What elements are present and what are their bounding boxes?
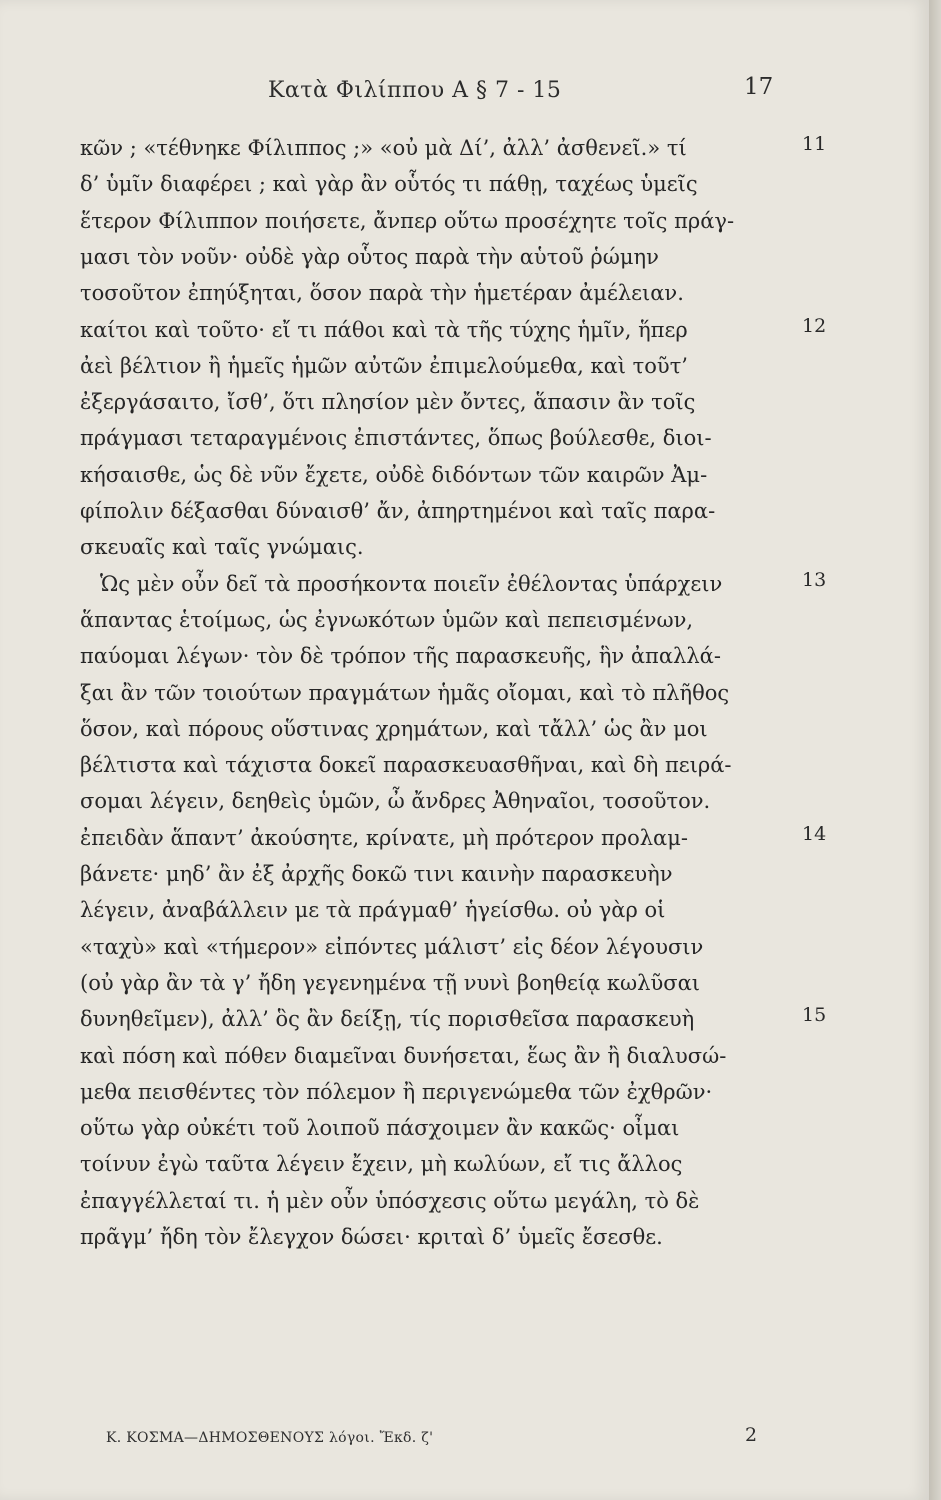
text-line: ἐπαγγέλλεταί τι. ἡ μὲν οὖν ὑπόσχεσις οὕτω μεγάλη, τὸ δὲ xyxy=(80,1188,700,1213)
section-number: 14 xyxy=(802,822,827,845)
text-line: ἕτερον Φίλιππον ποιήσετε, ἄνπερ οὕτω προσέχητε τοῖς πράγ- xyxy=(80,208,735,233)
text-line: βάνετε· μηδ’ ἂν ἐξ ἀρχῆς δοκῶ τινι καινὴν παρασκευὴν xyxy=(80,862,673,886)
text-line: τοίνυν ἐγὼ ταῦτα λέγειν ἔχειν, μὴ κωλύων, εἴ τις ἄλλος xyxy=(80,1152,683,1177)
page-number: 17 xyxy=(744,74,774,100)
text-line: «ταχὺ» καὶ «τήμερον» εἰπόντες μάλιστ’ εἰς δέον λέγουσιν xyxy=(80,934,704,959)
page-edge xyxy=(929,0,941,1500)
text-line: λέγειν, ἀναβάλλειν με τὰ πράγμαθ’ ἡγείσθω. οὐ γὰρ οἱ xyxy=(80,898,666,923)
text-line: σκευαῖς καὶ ταῖς γνώμαις. xyxy=(80,535,364,560)
section-number: 11 xyxy=(802,133,827,155)
section-number: 13 xyxy=(802,568,827,591)
text-line: κήσαισθε, ὡς δὲ νῦν ἔχετε, οὐδὲ διδόντων τῶν καιρῶν Ἀμ- xyxy=(80,462,708,487)
sheet-number: 2 xyxy=(745,1424,758,1446)
text-line: καὶ πόση καὶ πόθεν διαμεῖναι δυνήσεται, ἕως ἂν ἢ διαλυσώ- xyxy=(80,1043,727,1068)
text-line: μεθα πεισθέντες τὸν πόλεμον ἢ περιγενώμεθα τῶν ἐχθρῶν· xyxy=(80,1079,713,1104)
text-line: πρᾶγμ’ ἤδη τὸν ἔλεγχον δώσει· κριταὶ δ’ ὑμεῖς ἔσεσθε. xyxy=(80,1225,663,1249)
text-line: Ὡς μὲν οὖν δεῖ τὰ προσήκοντα ποιεῖν ἐθέλοντας ὑπάρχειν xyxy=(100,571,723,596)
text-line: ξαι ἂν τῶν τοιούτων πραγμάτων ἡμᾶς οἴομαι, καὶ τὸ πλῆθος xyxy=(80,680,730,705)
page-header xyxy=(0,74,929,114)
section-number: 12 xyxy=(802,314,827,337)
text-line: βέλτιστα καὶ τάχιστα δοκεῖ παρασκευασθῆναι, καὶ δὴ πειρά- xyxy=(80,753,732,778)
text-line: πράγμασι τεταραγμένοις ἐπιστάντες, ὅπως βούλεσθε, διοι- xyxy=(80,426,712,451)
text-line: τοσοῦτον ἐπηύξηται, ὅσον παρὰ τὴν ἡμετέραν ἀμέλειαν. xyxy=(80,281,684,306)
text-line: δ’ ὑμῖν διαφέρει ; καὶ γὰρ ἂν οὗτός τι πάθῃ, ταχέως ὑμεῖς xyxy=(80,172,698,197)
text-line: σομαι λέγειν, δεηθεὶς ὑμῶν, ὦ ἄνδρες Ἀθηναῖοι, τοσοῦτον. xyxy=(80,789,711,814)
section-number: 15 xyxy=(802,1004,827,1027)
text-line: ἐξεργάσαιτο, ἴσθ’, ὅτι πλησίον μὲν ὄντες, ἅπασιν ἂν τοῖς xyxy=(80,390,696,415)
text-line: φίπολιν δέξασθαι δύναισθ’ ἄν, ἀπηρτημένοι καὶ ταῖς παρα- xyxy=(80,499,716,523)
text-line: μασι τὸν νοῦν· οὐδὲ γὰρ οὗτος παρὰ τὴν αὑτοῦ ῥώμην xyxy=(80,244,659,269)
text-line: δυνηθεῖμεν), ἀλλ’ ὃς ἂν δείξῃ, τίς πορισθεῖσα παρασκευὴ xyxy=(80,1007,695,1032)
printer-signature: Κ. ΚΟΣΜΑ—ΔΗΜΟΣΘΕΝΟΥΣ λόγοι. Ἔκδ. ζ' xyxy=(106,1430,434,1446)
text-line: ἀεὶ βέλτιον ἢ ἡμεῖς ἡμῶν αὐτῶν ἐπιμελούμεθα, καὶ τοῦτ’ xyxy=(80,353,688,378)
text-line: ἅπαντας ἑτοίμως, ὡς ἐγνωκότων ὑμῶν καὶ πεπεισμένων, xyxy=(80,607,694,632)
text-line: (οὐ γὰρ ἂν τὰ γ’ ἤδη γεγενημένα τῇ νυνὶ βοηθείᾳ κωλῦσαι xyxy=(80,970,701,995)
text-line: καίτοι καὶ τοῦτο· εἴ τι πάθοι καὶ τὰ τῆς τύχης ἡμῖν, ἥπερ xyxy=(80,317,688,342)
running-title: Κατὰ Φιλίππου Α § 7 - 15 xyxy=(268,78,562,103)
text-line: οὕτω γὰρ οὐκέτι τοῦ λοιποῦ πάσχοιμεν ἂν κακῶς· οἶμαι xyxy=(80,1116,680,1141)
text-line: παύομαι λέγων· τὸν δὲ τρόπον τῆς παρασκευῆς, ἣν ἀπαλλά- xyxy=(80,644,721,669)
text-line: κῶν ; «τέθνηκε Φίλιππος ;» «οὐ μὰ Δί’, ἀλλ’ ἀσθενεῖ.» τί xyxy=(80,136,687,160)
text-line: ὅσον, καὶ πόρους οὕστινας χρημάτων, καὶ τἄλλ’ ὡς ἂν μοι xyxy=(80,716,708,741)
text-line: ἐπειδὰν ἅπαντ’ ἀκούσητε, κρίνατε, μὴ πρότερον προλαμ- xyxy=(80,825,688,850)
page-footer xyxy=(0,1424,929,1460)
